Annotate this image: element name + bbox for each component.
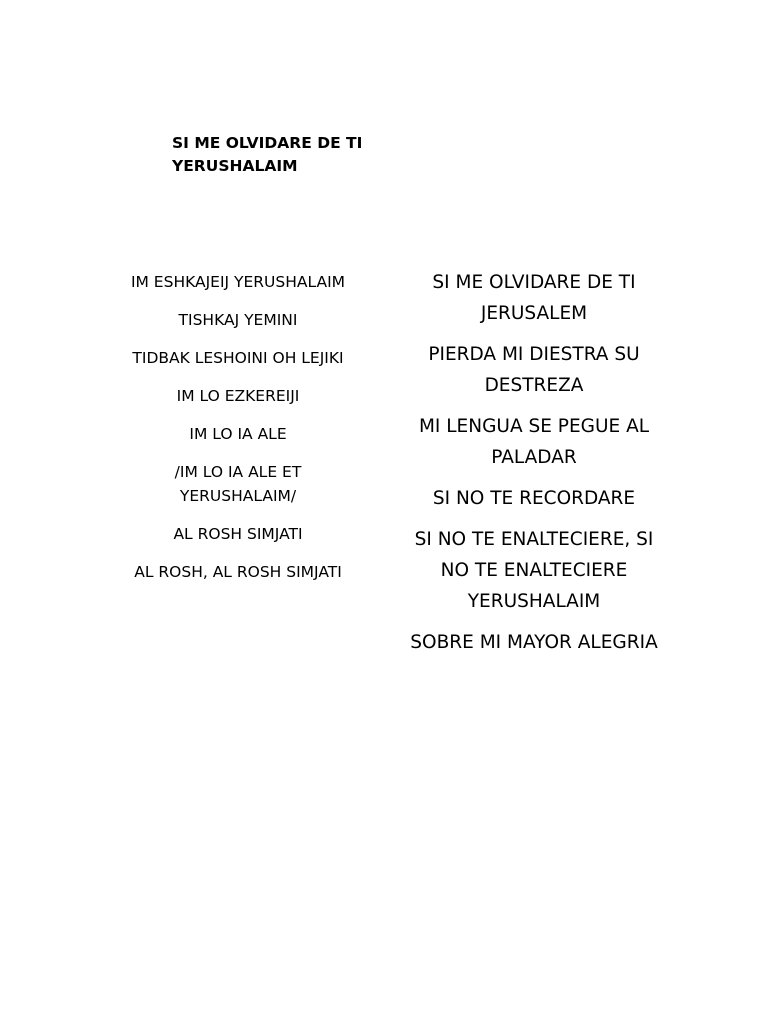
transliteration-line: AL ROSH SIMJATI — [173, 525, 303, 543]
title-line-2: YERUSHALAIM — [172, 157, 298, 175]
transliteration-line: TISHKAJ YEMINI — [178, 311, 298, 329]
transliteration-line: IM ESHKAJEIJ YERUSHALAIM — [130, 273, 346, 291]
translation-line: SI NO TE ENALTECIERE, SI NO TE ENALTECIERE YERUSHALAIM — [414, 529, 654, 612]
document-title — [172, 132, 412, 178]
translation-line: SOBRE MI MAYOR ALEGRIA — [410, 632, 658, 653]
translation-line: PIERDA MI DIESTRA SU DESTREZA — [428, 344, 640, 396]
title-line-1: SI ME OLVIDARE DE TI — [172, 134, 363, 152]
transliteration-line: IM LO IA ALE — [189, 425, 287, 443]
transliteration-line: /IM LO IA ALE ET YERUSHALAIM/ — [174, 463, 302, 505]
transliteration-line: IM LO EZKEREIJI — [176, 387, 300, 405]
transliteration-line: TIDBAK LESHOINI OH LEJIKI — [132, 349, 344, 367]
translation-line: SI ME OLVIDARE DE TI JERUSALEM — [432, 272, 636, 324]
translation-line: SI NO TE RECORDARE — [432, 488, 636, 509]
transliteration-column — [108, 270, 368, 598]
translation-line: MI LENGUA SE PEGUE AL PALADAR — [418, 416, 650, 468]
transliteration-line: AL ROSH, AL ROSH SIMJATI — [134, 563, 342, 581]
translation-column — [398, 267, 670, 668]
